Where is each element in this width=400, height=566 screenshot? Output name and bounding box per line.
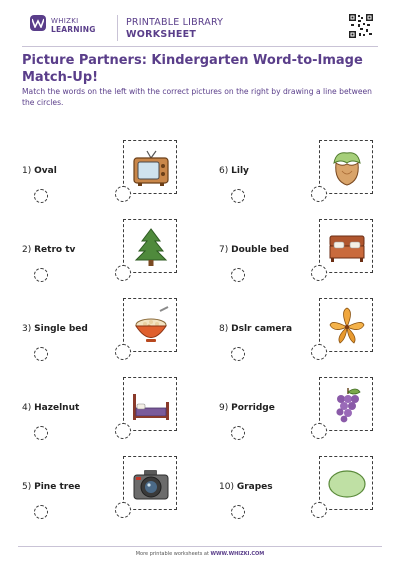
right-word-circle-9[interactable] bbox=[231, 426, 245, 440]
left-word-2: 2) Retro tv bbox=[22, 245, 76, 255]
brand-line1: WHIZKI bbox=[51, 17, 79, 25]
left-picture-box-4 bbox=[123, 377, 177, 431]
header bbox=[22, 10, 378, 46]
grapes-icon bbox=[326, 384, 368, 426]
right-word-6: 6) Lily bbox=[219, 166, 249, 176]
double-bed-icon bbox=[326, 226, 368, 268]
worksheet-label: WORKSHEET bbox=[126, 29, 197, 40]
left-word-circle-2[interactable] bbox=[34, 268, 48, 282]
right-word-10: 10) Grapes bbox=[219, 482, 273, 492]
instructions: Match the words on the left with the correct pictures on the right by drawing a line between the circles. bbox=[22, 87, 372, 107]
lily-flower-icon bbox=[326, 305, 368, 347]
right-word-circle-8[interactable] bbox=[231, 347, 245, 361]
left-picture-box-5 bbox=[123, 456, 177, 510]
left-word-5: 5) Pine tree bbox=[22, 482, 81, 492]
footer-prefix: More printable worksheets at bbox=[135, 551, 209, 557]
left-word-3: 3) Single bed bbox=[22, 324, 88, 334]
left-picture-circle-5[interactable] bbox=[115, 502, 131, 518]
right-picture-box-2 bbox=[319, 219, 373, 273]
left-word-circle-3[interactable] bbox=[34, 347, 48, 361]
right-picture-box-4 bbox=[319, 377, 373, 431]
pine-tree-icon bbox=[130, 226, 172, 268]
right-word-9: 9) Porridge bbox=[219, 403, 275, 413]
right-picture-box-5 bbox=[319, 456, 373, 510]
footer-rule bbox=[18, 546, 382, 547]
right-picture-circle-4[interactable] bbox=[311, 423, 327, 439]
left-picture-circle-4[interactable] bbox=[115, 423, 131, 439]
footer bbox=[0, 551, 400, 557]
right-word-8: 8) Dslr camera bbox=[219, 324, 293, 334]
right-picture-box-3 bbox=[319, 298, 373, 352]
left-word-4: 4) Hazelnut bbox=[22, 403, 80, 413]
right-picture-circle-5[interactable] bbox=[311, 502, 327, 518]
right-word-circle-10[interactable] bbox=[231, 505, 245, 519]
oval-shape-icon bbox=[326, 463, 368, 505]
single-bed-icon bbox=[130, 384, 172, 426]
left-picture-box-2 bbox=[123, 219, 177, 273]
library-label: PRINTABLE LIBRARY bbox=[126, 17, 224, 28]
page-title: Picture Partners: Kindergarten Word-to-Image Match-Up! bbox=[22, 53, 363, 85]
right-word-7: 7) Double bed bbox=[219, 245, 289, 255]
left-picture-circle-1[interactable] bbox=[115, 186, 131, 202]
right-picture-circle-1[interactable] bbox=[311, 186, 327, 202]
left-picture-box-1 bbox=[123, 140, 177, 194]
left-word-circle-5[interactable] bbox=[34, 505, 48, 519]
brand-line2: LEARNING bbox=[51, 25, 96, 34]
right-picture-circle-2[interactable] bbox=[311, 265, 327, 281]
left-picture-circle-3[interactable] bbox=[115, 344, 131, 360]
dslr-camera-icon bbox=[130, 463, 172, 505]
left-picture-box-3 bbox=[123, 298, 177, 352]
footer-link[interactable]: WWW.WHIZKI.COM bbox=[210, 551, 265, 557]
retro-tv-icon bbox=[130, 147, 172, 189]
left-picture-circle-2[interactable] bbox=[115, 265, 131, 281]
header-divider bbox=[117, 15, 118, 41]
right-picture-box-1 bbox=[319, 140, 373, 194]
left-word-circle-1[interactable] bbox=[34, 189, 48, 203]
left-word-1: 1) Oval bbox=[22, 166, 57, 176]
hazelnut-icon bbox=[326, 147, 368, 189]
right-picture-circle-3[interactable] bbox=[311, 344, 327, 360]
header-rule bbox=[22, 46, 378, 47]
whizki-logo-icon bbox=[30, 15, 46, 31]
right-word-circle-7[interactable] bbox=[231, 268, 245, 282]
qr-code-icon bbox=[349, 14, 373, 38]
left-word-circle-4[interactable] bbox=[34, 426, 48, 440]
right-word-circle-6[interactable] bbox=[231, 189, 245, 203]
porridge-bowl-icon bbox=[130, 305, 172, 347]
